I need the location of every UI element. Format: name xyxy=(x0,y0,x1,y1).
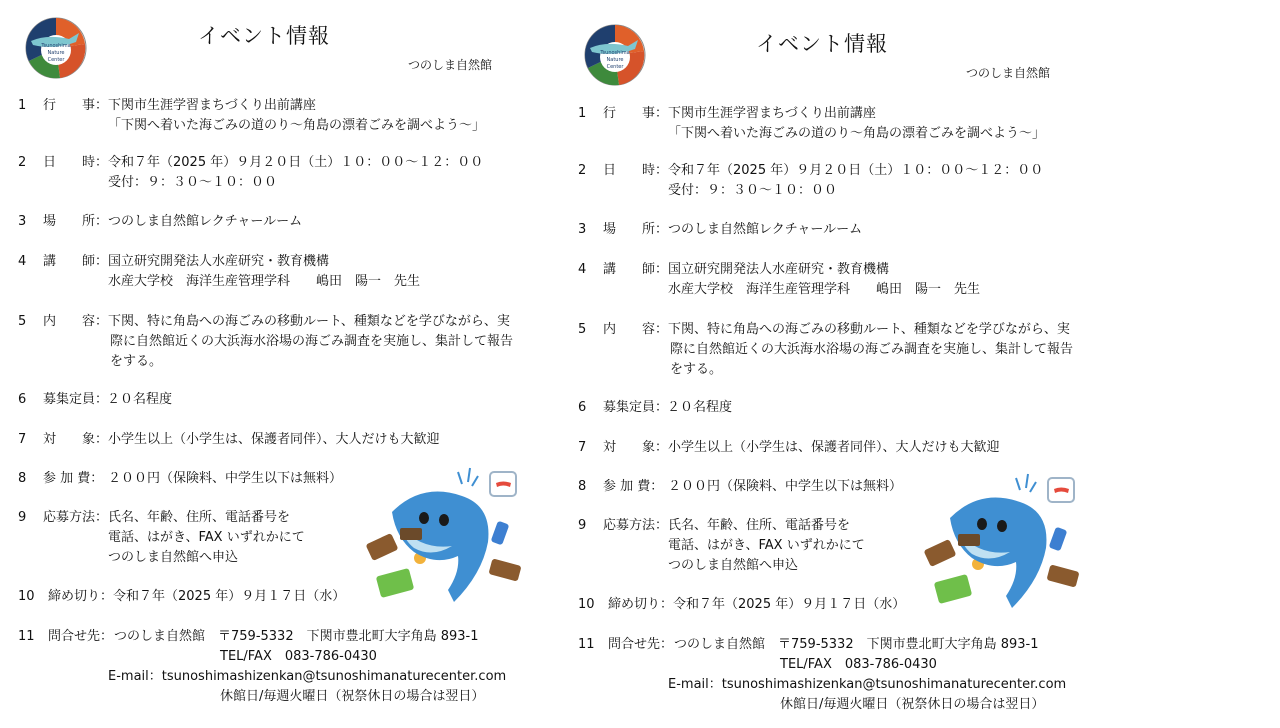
item-text-line: 氏名、年齢、住所、電話番号を xyxy=(668,518,851,533)
item-number: 7 xyxy=(18,432,27,447)
item-number: 4 xyxy=(578,262,587,277)
item-text-line: ２０名程度 xyxy=(667,400,733,415)
item-number: 10 xyxy=(18,589,35,604)
item-label: 応募方法： xyxy=(43,510,109,525)
item-text-line: ２００円（保険料、中学生以下は無料） xyxy=(668,479,903,494)
item-label: 参 加 費： xyxy=(43,471,104,486)
item-number: 6 xyxy=(578,400,587,415)
item-text-line: 電話、はがき、FAX いずれかにて xyxy=(668,538,865,553)
item-text-line: をする。 xyxy=(110,354,163,369)
item-text-line: 令和７年（2025 年）９月１７日（水） xyxy=(113,589,346,604)
organizer-name: つのしま自然館 xyxy=(408,58,493,72)
item-text-line: 休館日/毎週火曜日（祝祭休日の場合は翌日） xyxy=(220,689,485,704)
item-text-line: 氏名、年齢、住所、電話番号を xyxy=(108,510,291,525)
item-text-line: 「下関へ着いた海ごみの道のり～角島の漂着ごみを調べよう～」 xyxy=(108,118,486,133)
event-flyer-right xyxy=(560,8,1120,728)
item-label: 内 容： xyxy=(603,322,669,337)
item-label: 問合せ先： xyxy=(48,629,114,644)
item-label: 日 時： xyxy=(43,155,109,170)
event-flyer-left xyxy=(0,0,560,720)
nature-center-logo xyxy=(584,24,646,86)
item-label: 問合せ先： xyxy=(608,637,674,652)
item-text-line: E-mail：tsunoshimashizenkan@tsunoshimanaturecenter.com xyxy=(108,669,507,684)
item-text-line: 下関、特に角島への海ごみの移動ルート、種類などを学びながら、実 xyxy=(108,314,510,329)
item-label: 日 時： xyxy=(603,163,669,178)
item-number: 9 xyxy=(18,510,27,525)
item-text-line: ２００円（保険料、中学生以下は無料） xyxy=(108,471,343,486)
item-text-line: 小学生以上（小学生は、保護者同伴）、大人だけも大歓迎 xyxy=(108,432,440,447)
item-text-line: 下関市生涯学習まちづくり出前講座 xyxy=(668,106,876,121)
logo-text-2: Nature xyxy=(606,57,624,63)
item-number: 1 xyxy=(578,106,587,121)
item-label: 締め切り： xyxy=(608,597,674,612)
item-text-line: つのしま自然館レクチャールーム xyxy=(108,214,303,229)
logo-text-3: Center xyxy=(47,57,65,63)
event-title: イベント情報 xyxy=(198,24,330,48)
item-text-line: E-mail：tsunoshimashizenkan@tsunoshimanaturecenter.com xyxy=(668,677,1067,692)
item-label: 対 象： xyxy=(603,440,669,455)
item-text-line: 国立研究開発法人水産研究・教育機構 xyxy=(108,254,330,269)
item-text-line: 令和７年（2025 年）９月１７日（水） xyxy=(673,597,906,612)
item-text-line: 下関、特に角島への海ごみの移動ルート、種類などを学びながら、実 xyxy=(668,322,1070,337)
item-text-line: 「下関へ着いた海ごみの道のり～角島の漂着ごみを調べよう～」 xyxy=(668,126,1046,141)
item-text-line: つのしま自然館レクチャールーム xyxy=(668,222,863,237)
nature-center-logo xyxy=(25,17,87,79)
item-label: 場 所： xyxy=(603,222,669,237)
item-number: 1 xyxy=(18,98,27,113)
item-number: 8 xyxy=(18,471,27,486)
item-label: 内 容： xyxy=(43,314,109,329)
logo-text-1: Tsunoshima xyxy=(41,43,71,49)
item-number: 4 xyxy=(18,254,27,269)
item-text-line: 令和７年（2025 年）９月２０日（土）１０：００～１２：００ xyxy=(108,155,484,170)
item-label: 募集定員： xyxy=(43,392,109,407)
event-title: イベント情報 xyxy=(756,32,888,56)
organizer-name: つのしま自然館 xyxy=(966,66,1051,80)
item-number: 3 xyxy=(578,222,587,237)
item-number: 11 xyxy=(18,629,35,644)
item-label: 講 師： xyxy=(43,254,109,269)
item-text-line: つのしま自然館へ申込 xyxy=(668,558,799,573)
item-text-line: 下関市生涯学習まちづくり出前講座 xyxy=(108,98,316,113)
item-number: 7 xyxy=(578,440,587,455)
item-number: 10 xyxy=(578,597,595,612)
item-label: 場 所： xyxy=(43,214,109,229)
item-text-line: 際に自然館近くの大浜海水浴場の海ごみ調査を実施し、集計して報告 xyxy=(110,334,514,349)
item-text-line: 水産大学校 海洋生産管理学科 嶋田 陽一 先生 xyxy=(108,274,421,289)
shark-eating-trash-illustration xyxy=(920,468,1090,618)
item-text-line: をする。 xyxy=(670,362,723,377)
item-label: 行 事： xyxy=(43,98,109,113)
item-number: 5 xyxy=(578,322,587,337)
logo-text-1: Tsunoshima xyxy=(600,50,630,56)
item-text-line: 国立研究開発法人水産研究・教育機構 xyxy=(668,262,890,277)
item-label: 対 象： xyxy=(43,432,109,447)
item-text-line: ２０名程度 xyxy=(107,392,173,407)
logo-text-3: Center xyxy=(606,64,624,70)
item-number: 5 xyxy=(18,314,27,329)
item-text-line: 休館日/毎週火曜日（祝祭休日の場合は翌日） xyxy=(780,697,1045,712)
item-text-line: 電話、はがき、FAX いずれかにて xyxy=(108,530,305,545)
item-label: 参 加 費： xyxy=(603,479,664,494)
item-number: 6 xyxy=(18,392,27,407)
item-text-line: TEL/FAX 083-786-0430 xyxy=(780,657,937,672)
item-number: 3 xyxy=(18,214,27,229)
item-text-line: 水産大学校 海洋生産管理学科 嶋田 陽一 先生 xyxy=(668,282,981,297)
item-text-line: 小学生以上（小学生は、保護者同伴）、大人だけも大歓迎 xyxy=(668,440,1000,455)
item-text-line: つのしま自然館 〒759-5332 下関市豊北町大字角島 893-1 xyxy=(114,629,479,644)
item-text-line: 令和７年（2025 年）９月２０日（土）１０：００～１２：００ xyxy=(668,163,1044,178)
item-label: 締め切り： xyxy=(48,589,114,604)
item-text-line: つのしま自然館へ申込 xyxy=(108,550,239,565)
item-label: 募集定員： xyxy=(603,400,669,415)
item-number: 9 xyxy=(578,518,587,533)
item-label: 応募方法： xyxy=(603,518,669,533)
item-number: 8 xyxy=(578,479,587,494)
logo-text-2: Nature xyxy=(47,50,65,56)
item-label: 講 師： xyxy=(603,262,669,277)
item-label: 行 事： xyxy=(603,106,669,121)
item-text-line: TEL/FAX 083-786-0430 xyxy=(220,649,377,664)
item-number: 2 xyxy=(18,155,27,170)
item-text-line: 受付：９：３０～１０：００ xyxy=(668,183,838,198)
shark-eating-trash-illustration xyxy=(362,462,532,612)
item-number: 11 xyxy=(578,637,595,652)
item-number: 2 xyxy=(578,163,587,178)
item-text-line: 受付：９：３０～１０：００ xyxy=(108,175,278,190)
item-text-line: つのしま自然館 〒759-5332 下関市豊北町大字角島 893-1 xyxy=(674,637,1039,652)
item-text-line: 際に自然館近くの大浜海水浴場の海ごみ調査を実施し、集計して報告 xyxy=(670,342,1074,357)
